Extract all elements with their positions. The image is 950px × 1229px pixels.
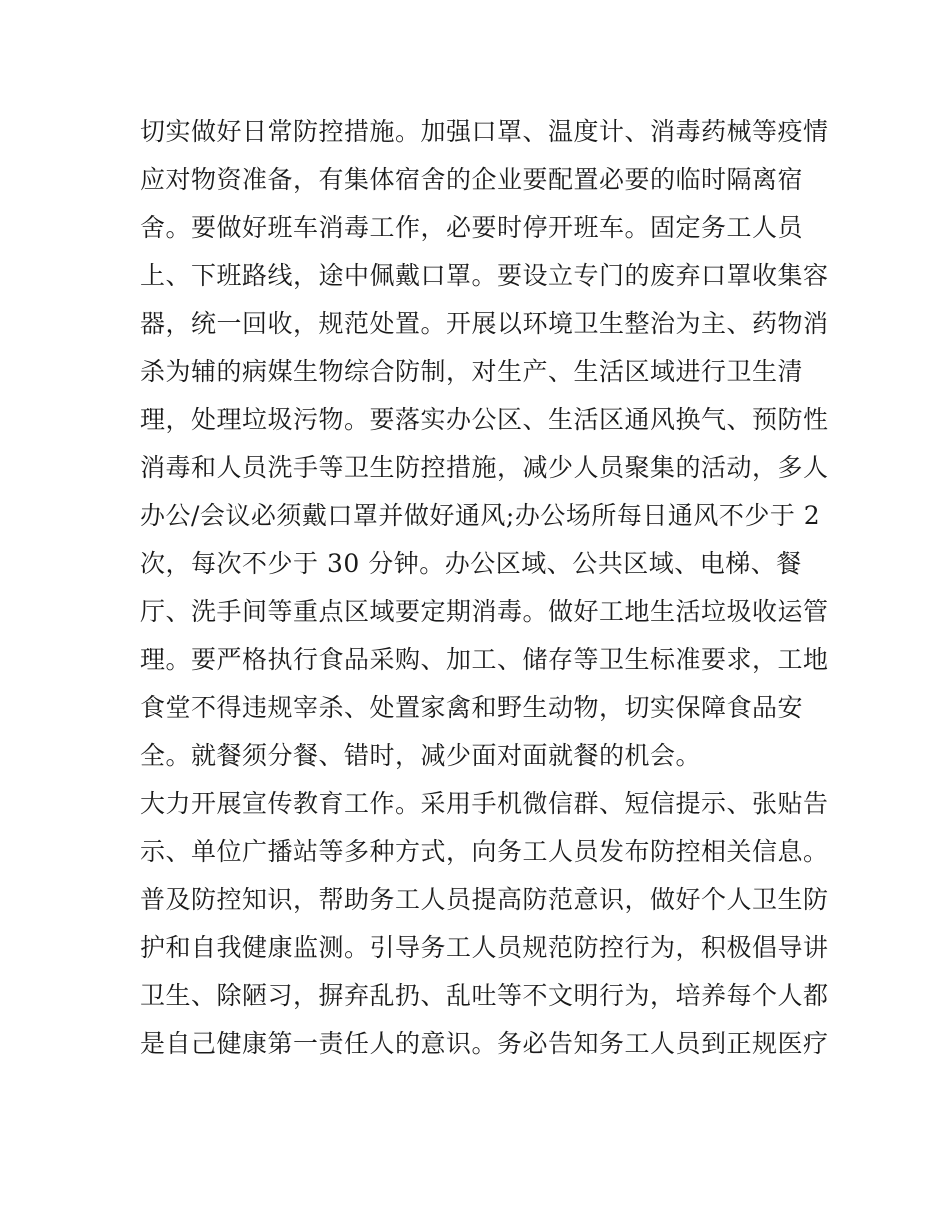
text-line: 卫生、除陋习，摒弃乱扔、乱吐等不文明行为，培养每个人都	[140, 981, 829, 1010]
text-line: 示、单位广播站等多种方式，向务工人员发布防控相关信息。	[140, 837, 829, 866]
text-line: 办公/会议必须戴口罩并做好通风;办公场所每日通风不少于 2	[140, 501, 821, 530]
text-line: 杀为辅的病媒生物综合防制，对生产、生活区域进行卫生清	[140, 357, 804, 386]
text-line: 舍。要做好班车消毒工作，必要时停开班车。固定务工人员	[140, 213, 804, 242]
text-line: 应对物资准备，有集体宿舍的企业要配置必要的临时隔离宿	[140, 165, 804, 194]
text-line: 护和自我健康监测。引导务工人员规范防控行为，积极倡导讲	[140, 933, 829, 962]
text-line: 器，统一回收，规范处置。开展以环境卫生整治为主、药物消	[140, 309, 829, 338]
paragraph-publicity-education	[140, 780, 829, 1068]
body-text	[140, 108, 829, 1068]
text-line: 食堂不得违规宰杀、处置家禽和野生动物，切实保障食品安	[140, 693, 804, 722]
text-line: 普及防控知识，帮助务工人员提高防范意识，做好个人卫生防	[140, 885, 829, 914]
text-line: 切实做好日常防控措施。加强口罩、温度计、消毒药械等疫情	[140, 117, 829, 146]
text-line: 理。要严格执行食品采购、加工、储存等卫生标准要求，工地	[140, 645, 829, 674]
paragraph-prevention-measures	[140, 108, 829, 780]
text-line: 次，每次不少于 30 分钟。办公区域、公共区域、电梯、餐	[140, 549, 802, 578]
text-line: 理，处理垃圾污物。要落实办公区、生活区通风换气、预防性	[140, 405, 829, 434]
text-line: 厅、洗手间等重点区域要定期消毒。做好工地生活垃圾收运管	[140, 597, 829, 626]
text-line: 是自己健康第一责任人的意识。务必告知务工人员到正规医疗	[140, 1029, 829, 1058]
text-line: 全。就餐须分餐、错时，减少面对面就餐的机会。	[140, 741, 702, 770]
text-line: 上、下班路线，途中佩戴口罩。要设立专门的废弃口罩收集容	[140, 261, 829, 290]
text-line: 消毒和人员洗手等卫生防控措施，减少人员聚集的活动，多人	[140, 453, 829, 482]
text-line: 大力开展宣传教育工作。采用手机微信群、短信提示、张贴告	[140, 789, 829, 818]
